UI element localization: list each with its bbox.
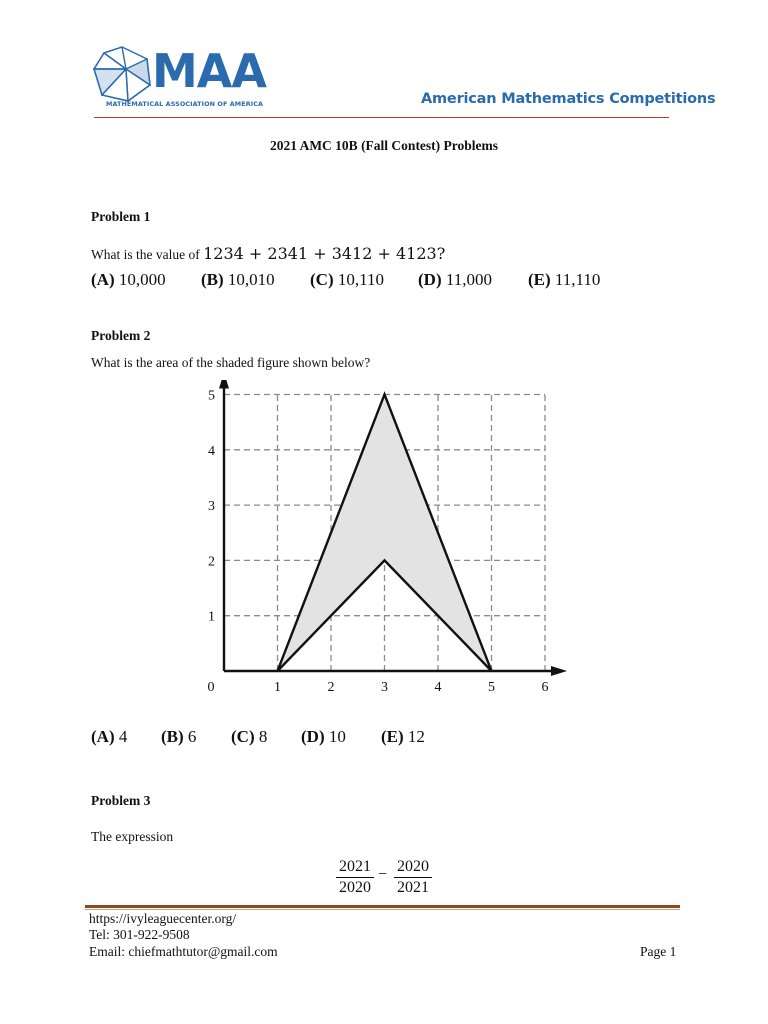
- footer-url[interactable]: https://ivyleaguecenter.org/: [89, 911, 237, 926]
- fraction-1-denominator: 2020: [339, 879, 371, 897]
- x-tick-label: 5: [488, 680, 495, 695]
- choice-e: (E) 11,110: [528, 270, 601, 289]
- problem-1-prompt: [91, 244, 445, 263]
- problem-1-expression: 1234 + 2341 + 3412 + 4123?: [203, 244, 446, 263]
- maa-logo-text: MAA: [152, 44, 266, 98]
- y-tick-label: 2: [208, 554, 215, 570]
- choice-b: (B) 6: [161, 727, 197, 746]
- footer-divider: [85, 905, 680, 908]
- problem-2-heading: Problem 2: [91, 328, 151, 343]
- y-tick-label: 1: [208, 609, 215, 625]
- page-number: Page 1: [640, 944, 677, 959]
- x-axis-arrow-icon: [551, 666, 567, 676]
- fraction-2-denominator: 2021: [397, 879, 429, 897]
- choice-c: (C) 10,110: [310, 270, 384, 289]
- y-tick-label: 5: [208, 388, 215, 404]
- x-tick-label: 6: [541, 680, 549, 695]
- minus-sign: −: [378, 866, 388, 883]
- x-tick-label: 1: [274, 680, 281, 695]
- choice-b: (B) 10,010: [201, 270, 275, 289]
- problem-1-prompt-text: What is the value of: [91, 247, 200, 262]
- document-title: 2021 AMC 10B (Fall Contest) Problems: [269, 138, 499, 153]
- x-tick-label: 3: [381, 680, 388, 695]
- footer-tel: Tel: 301-922-9508: [89, 927, 190, 942]
- problem-2-choices: [91, 727, 491, 749]
- footer-divider-thin: [85, 909, 680, 910]
- problem-1-choices: [91, 270, 691, 292]
- fraction-1: [336, 857, 374, 898]
- y-tick-label: 3: [208, 499, 215, 515]
- header-title: American Mathematics Competitions: [421, 91, 716, 107]
- x-tick-label: 0: [207, 680, 215, 695]
- problem-2-prompt: What is the area of the shaded figure shown below?: [91, 355, 371, 370]
- header-divider: [94, 117, 669, 118]
- footer-email[interactable]: Email: chiefmathtutor@gmail.com: [89, 944, 278, 959]
- choice-d: (D) 11,000: [418, 270, 492, 289]
- fraction-1-numerator: 2021: [339, 858, 371, 875]
- problem-1-heading: Problem 1: [91, 209, 151, 224]
- problem-2-figure: [195, 380, 575, 700]
- choice-a: (A) 10,000: [91, 270, 166, 289]
- x-tick-label: 4: [434, 680, 442, 695]
- choice-a: (A) 4: [91, 727, 128, 746]
- fraction-2: [394, 857, 432, 898]
- y-axis-arrow-icon: [219, 380, 229, 389]
- y-tick-label: 4: [208, 443, 215, 459]
- y-tick-labels: [208, 389, 215, 625]
- maa-logo-icon: [92, 45, 152, 103]
- problem-3-prompt: The expression: [91, 829, 174, 844]
- problem-3-heading: Problem 3: [91, 793, 151, 808]
- fraction-2-numerator: 2020: [397, 858, 429, 875]
- choice-d: (D) 10: [301, 727, 346, 746]
- x-tick-labels: [208, 680, 549, 695]
- x-tick-label: 2: [327, 680, 335, 695]
- maa-logo-subtitle: MATHEMATICAL ASSOCIATION OF AMERICA: [106, 100, 264, 108]
- choice-c: (C) 8: [231, 727, 268, 746]
- choice-e: (E) 12: [381, 727, 425, 746]
